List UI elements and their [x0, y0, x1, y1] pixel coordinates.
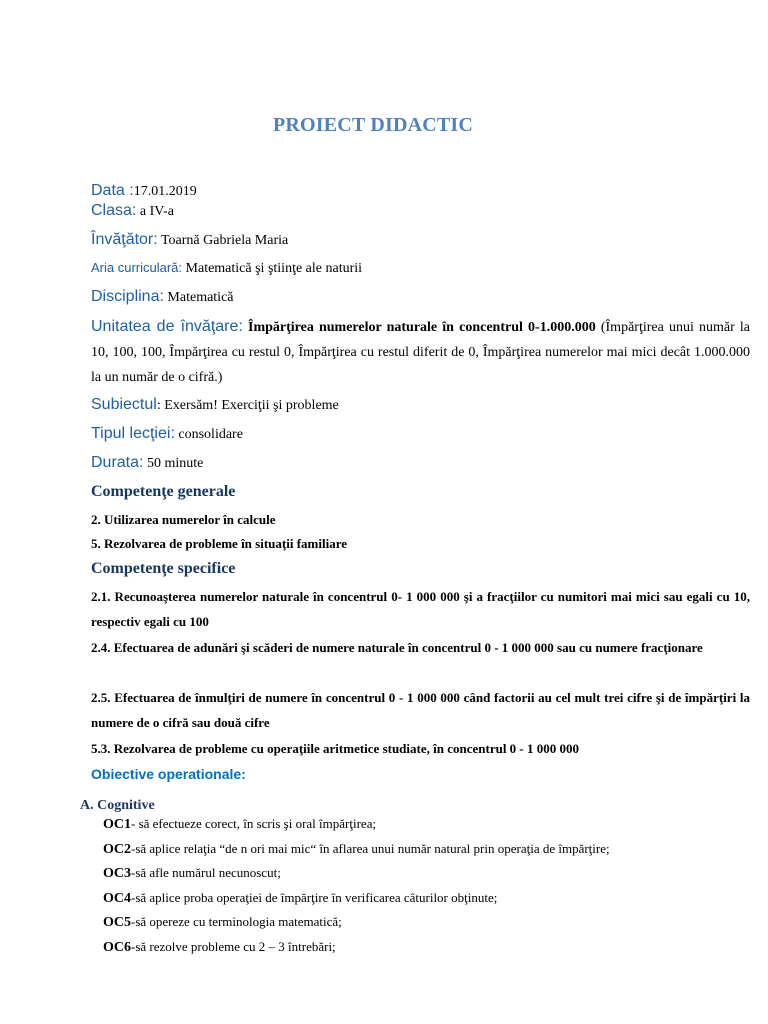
objective-item [103, 841, 610, 858]
field-durata [91, 454, 203, 472]
field-aria [91, 260, 362, 277]
field-data-label: Data : [91, 182, 134, 199]
objective-item [103, 914, 342, 931]
field-disciplina [91, 288, 234, 306]
field-disciplina-label: Disciplina: [91, 288, 164, 305]
objective-text: -să aplice relaţia “de n ori mai mic“ în aflarea unui număr natural prin operaţia de împărţire; [131, 841, 610, 856]
field-invatator-value: Toarnă Gabriela Maria [157, 233, 289, 248]
objective-code: OC1 [103, 817, 131, 832]
competenta-specifica-item: 2.5. Efectuarea de înmulţiri de numere în concentrul 0 - 1 000 000 când factorii au cel mult trei cifre şi de împărţiri la numere de o cifră sau două cifre [91, 690, 750, 730]
field-data-value: 17.01.2019 [133, 184, 197, 199]
objective-code: OC6 [103, 940, 131, 955]
field-clasa-value: a IV-a [136, 204, 174, 219]
field-subiectul-label: Subiectul [91, 396, 157, 413]
field-unitate-label: Unitatea de învăţare: [91, 318, 243, 335]
field-unitate-title: Împărţirea numerelor naturale în concentrul 0-1.000.000 [242, 320, 596, 335]
objective-code: OC3 [103, 866, 131, 881]
field-aria-label: Aria curriculară: [91, 260, 183, 275]
objective-text: -să rezolve probleme cu 2 – 3 întrebări; [131, 939, 336, 954]
objective-item [103, 865, 281, 882]
competenta-generala-item: 5. Rezolvarea de probleme în situaţii familiare [91, 536, 347, 551]
objective-code: OC4 [103, 891, 131, 906]
field-durata-label: Durata: [91, 454, 144, 471]
competente-specifice-heading: Competenţe specifice [91, 560, 236, 577]
objective-text: -să aplice proba operaţiei de împărţire în verificarea câturilor obţinute; [131, 890, 498, 905]
objective-text: -să opereze cu terminologia matematică; [131, 914, 342, 929]
obiective-heading: Obiective operationale: [91, 766, 246, 782]
field-disciplina-value: Matematică [163, 290, 234, 305]
field-invatator [91, 231, 288, 249]
page-title: PROIECT DIDACTIC [272, 114, 474, 136]
field-tipul [91, 425, 243, 443]
objective-item [103, 816, 376, 833]
field-subiectul-value: : Exersăm! Exerciţii şi probleme [156, 398, 339, 413]
objective-text: - să efectueze corect, în scris şi oral împărţirea; [131, 816, 377, 831]
competenta-specifica-item: 2.1. Recunoaşterea numerelor naturale în concentrul 0- 1 000 000 şi a fracţiilor cu numitori mai mici sau egali cu 10, respectiv egali cu 100 [91, 589, 750, 629]
competente-generale-heading: Competenţe generale [91, 483, 236, 500]
field-invatator-label: Învăţător: [91, 231, 158, 248]
field-clasa [91, 202, 174, 220]
field-unitate [91, 314, 750, 390]
field-data [91, 182, 197, 200]
objective-code: OC5 [103, 915, 131, 930]
field-tipul-value: consolidare [174, 427, 243, 442]
objective-item [103, 890, 497, 907]
field-clasa-label: Clasa: [91, 202, 137, 219]
objective-item [103, 939, 336, 956]
cognitive-heading: A. Cognitive [80, 798, 155, 813]
objective-text: -să afle numărul necunoscut; [131, 865, 281, 880]
field-tipul-label: Tipul lecţiei: [91, 425, 175, 442]
competenta-generala-item: 2. Utilizarea numerelor în calcule [91, 512, 276, 527]
field-subiectul [91, 396, 339, 414]
competenta-specifica-item: 2.4. Efectuarea de adunări şi scăderi de numere naturale în concentrul 0 - 1 000 000 sau cu numere fracţionare [91, 640, 703, 655]
field-durata-value: 50 minute [143, 456, 204, 471]
field-unitate-details: (Împărţirea unui număr la 10, 100, 100, Împărţirea cu restul 0, Împărţirea cu restul diferit de 0, Împărţirea numerelor mai mici decât 1.000.000 la un număr de o cifră.) [91, 320, 751, 385]
competenta-specifica-item: 5.3. Rezolvarea de probleme cu operaţiile aritmetice studiate, în concentrul 0 - 1 000 000 [91, 741, 580, 756]
objective-code: OC2 [103, 842, 131, 857]
field-aria-value: Matematică şi ştiinţe ale naturii [182, 261, 363, 276]
